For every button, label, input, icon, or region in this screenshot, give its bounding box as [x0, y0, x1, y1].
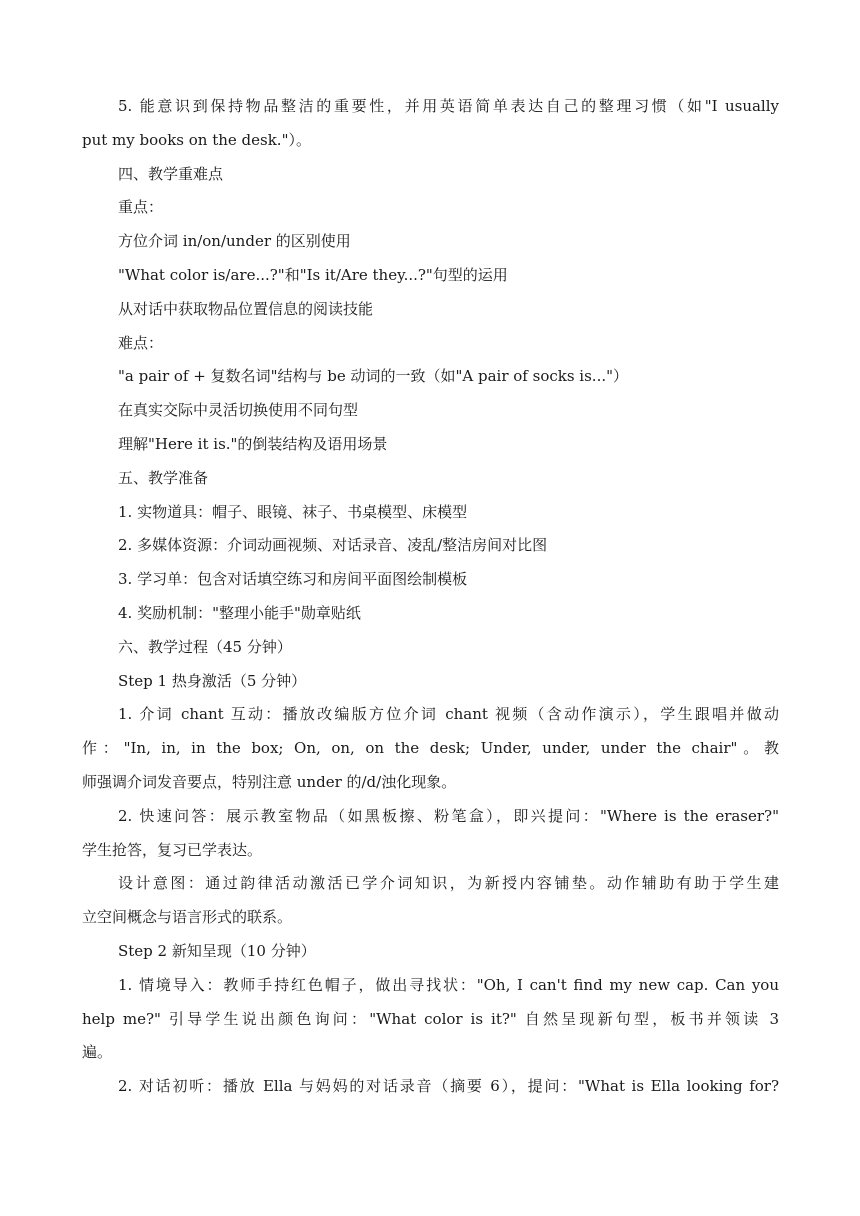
document-page — [82, 90, 779, 1104]
text-line: 方位介词 in/on/under 的区别使用 — [118, 232, 351, 251]
text-line: 3. 学习单：包含对话填空练习和房间平面图绘制模板 — [118, 570, 468, 589]
text-line: 从对话中获取物品位置信息的阅读技能 — [118, 299, 374, 318]
text-line: 1. 实物道具：帽子、眼镜、袜子、书桌模型、床模型 — [118, 502, 468, 521]
step-heading: Step 2 新知呈现（10 分钟） — [118, 941, 316, 960]
text-line: "a pair of + 复数名词"结构与 be 动词的一致（如"A pair of socks is..."） — [118, 367, 629, 386]
text-line: 1. 介词 chant 互动：播放改编版方位介词 chant 视频（含动作演示），学生跟唱并做动 — [118, 705, 779, 724]
text-line: 作："In, in, in the box; On, on, on the desk; Under, under, under the chair"。教 — [82, 739, 779, 758]
text-line: 在真实交际中灵活切换使用不同句型 — [118, 401, 359, 420]
step-heading: Step 1 热身激活（5 分钟） — [118, 671, 307, 690]
text-line: 设计意图：通过韵律活动激活已学介词知识，为新授内容铺垫。动作辅助有助于学生建 — [118, 874, 779, 893]
text-line: 2. 快速问答：展示教室物品（如黑板擦、粉笔盒），即兴提问："Where is the eraser?" — [118, 806, 779, 825]
text-line: 理解"Here it is."的倒装结构及语用场景 — [118, 434, 388, 453]
text-line: 遍。 — [82, 1043, 113, 1062]
text-line: put my books on the desk."）。 — [82, 130, 311, 149]
text-line: 4. 奖励机制："整理小能手"勋章贴纸 — [118, 603, 361, 622]
text-line: 立空间概念与语言形式的联系。 — [82, 908, 293, 927]
text-line: 2. 对话初听：播放 Ella 与妈妈的对话录音（摘要 6），提问："What is Ella looking for? — [118, 1077, 779, 1096]
text-line: 学生抢答，复习已学表达。 — [82, 840, 263, 859]
text-line: 重点： — [118, 198, 164, 217]
section-heading: 六、教学过程（45 分钟） — [118, 637, 292, 656]
text-line: 师强调介词发音要点，特别注意 under 的/d/浊化现象。 — [82, 772, 457, 791]
section-heading: 四、教学重难点 — [118, 164, 224, 183]
section-heading: 五、教学准备 — [118, 468, 209, 487]
text-line: "What color is/are...?"和"Is it/Are they...?"句型的运用 — [118, 265, 508, 284]
text-line: help me?" 引导学生说出颜色询问："What color is it?" 自然呈现新句型，板书并领读 3 — [82, 1009, 779, 1028]
text-line: 2. 多媒体资源：介词动画视频、对话录音、凌乱/整洁房间对比图 — [118, 536, 548, 555]
text-line: 5. 能意识到保持物品整洁的重要性，并用英语简单表达自己的整理习惯（如"I usually — [118, 97, 779, 115]
text-line: 难点： — [118, 333, 164, 352]
text-line: 1. 情境导入：教师手持红色帽子，做出寻找状："Oh, I can't find my new cap. Can you — [118, 975, 779, 994]
